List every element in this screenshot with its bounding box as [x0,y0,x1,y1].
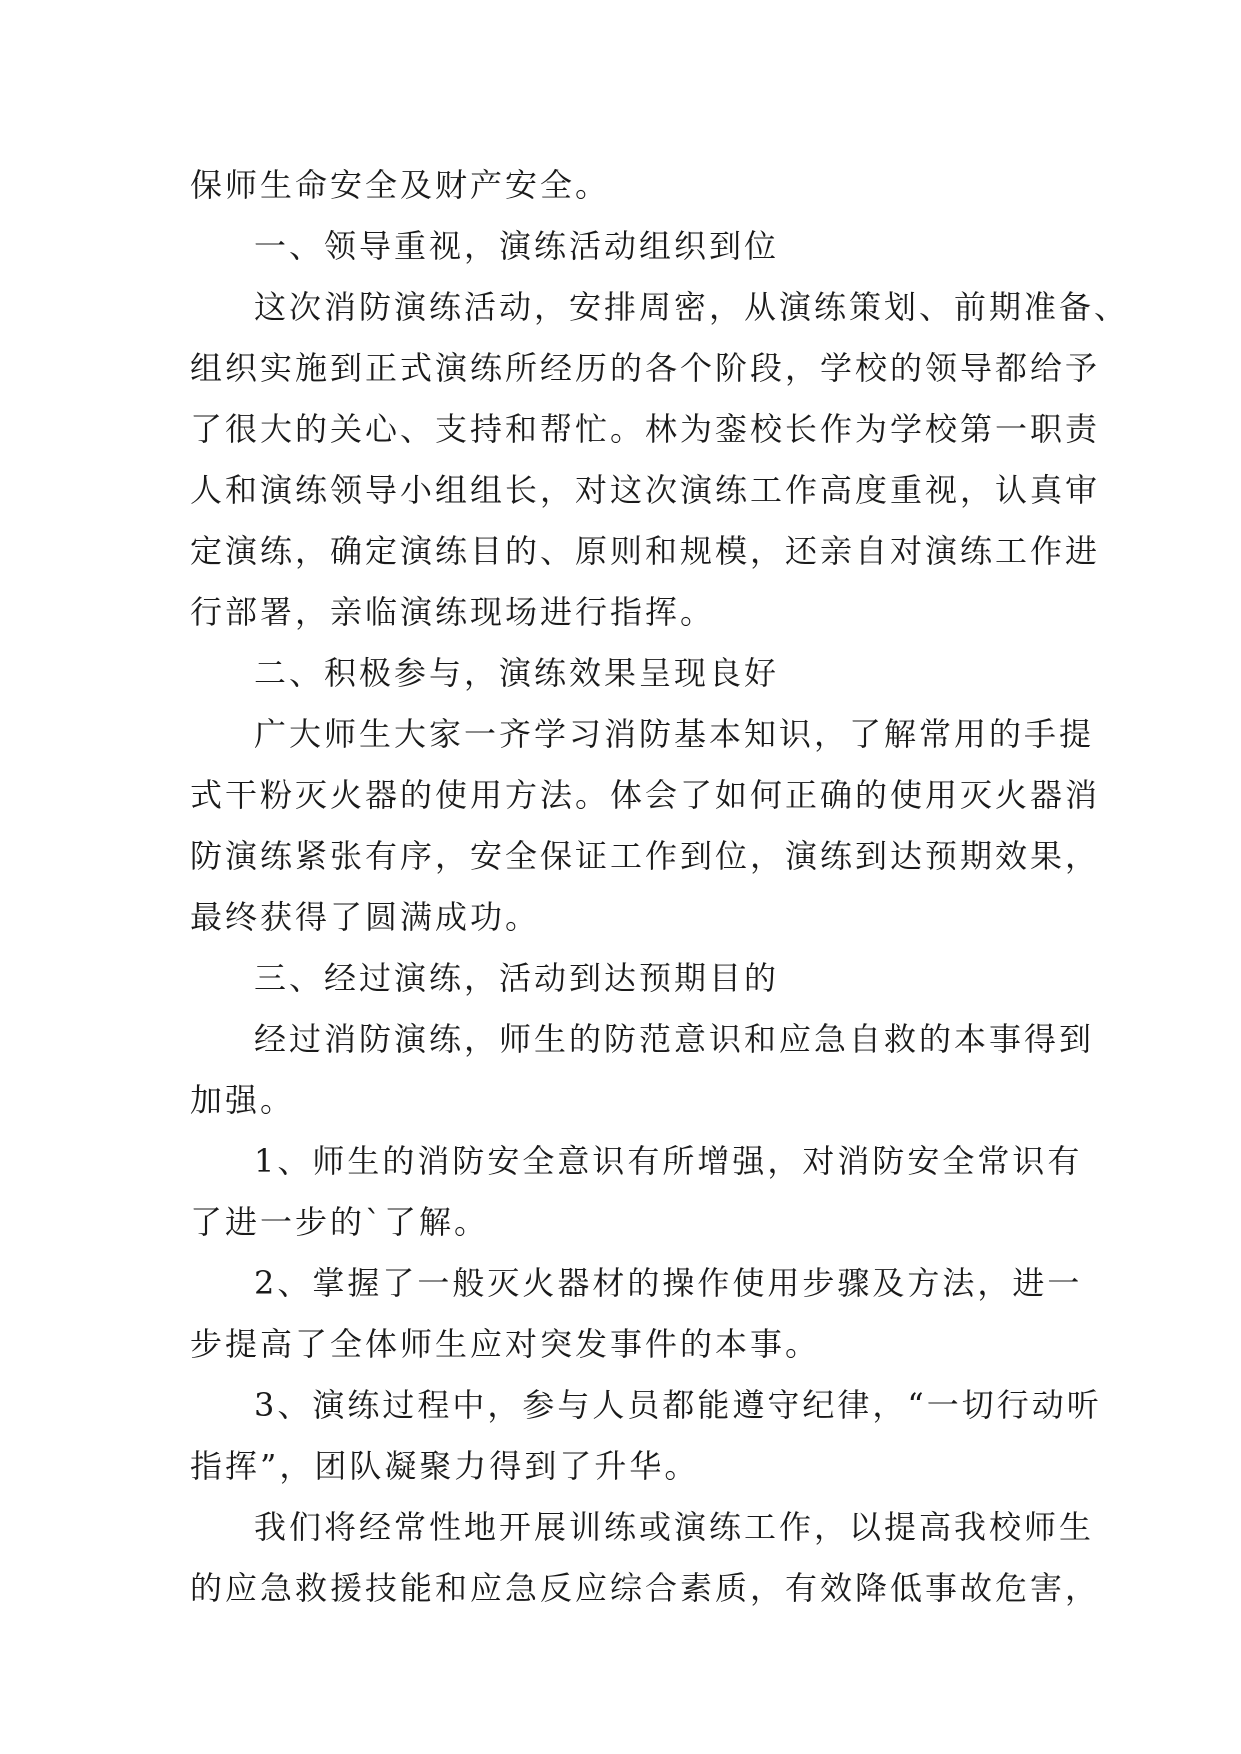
text-line: 防演练紧张有序，安全保证工作到位，演练到达预期效果， [190,837,1101,875]
list-item-line: 步提高了全体师生应对突发事件的本事。 [190,1325,821,1363]
text-line: 定演练，确定演练目的、原则和规模，还亲自对演练工作进 [190,532,1101,570]
list-item-line: 了进一步的`了解。 [190,1203,490,1241]
list-item-line: 2、掌握了一般灭火器材的操作使用步骤及方法，进一 [254,1264,1083,1302]
list-item-line: 1、师生的消防安全意识有所增强，对消防安全常识有 [254,1142,1083,1180]
list-item-line: 3、演练过程中，参与人员都能遵守纪律，“一切行动听 [254,1386,1102,1424]
text-line: 保师生命安全及财产安全。 [190,166,611,204]
text-line: 我们将经常性地开展训练或演练工作，以提高我校师生 [254,1508,1095,1546]
text-line: 的应急救援技能和应急反应综合素质，有效降低事故危害， [190,1569,1101,1607]
section-heading: 三、经过演练，活动到达预期目的 [254,959,780,997]
text-line: 经过消防演练，师生的防范意识和应急自救的本事得到 [254,1020,1095,1058]
text-line: 组织实施到正式演练所经历的各个阶段，学校的领导都给予 [190,349,1101,387]
text-line: 最终获得了圆满成功。 [190,898,541,936]
text-line: 这次消防演练活动，安排周密，从演练策划、前期准备、 [254,288,1130,326]
text-line: 了很大的关心、支持和帮忙。林为銮校长作为学校第一职责 [190,410,1101,448]
list-item-line: 指挥”，团队凝聚力得到了升华。 [190,1447,700,1485]
text-line: 人和演练领导小组组长，对这次演练工作高度重视，认真审 [190,471,1101,509]
section-heading: 二、积极参与，演练效果呈现良好 [254,654,780,692]
document-body [190,155,1130,1619]
text-line: 广大师生大家一齐学习消防基本知识，了解常用的手提 [254,715,1095,753]
text-line: 式干粉灭火器的使用方法。体会了如何正确的使用灭火器消 [190,776,1101,814]
text-line: 行部署，亲临演练现场进行指挥。 [190,593,716,631]
section-heading: 一、领导重视，演练活动组织到位 [254,227,780,265]
text-line: 加强。 [190,1081,296,1119]
